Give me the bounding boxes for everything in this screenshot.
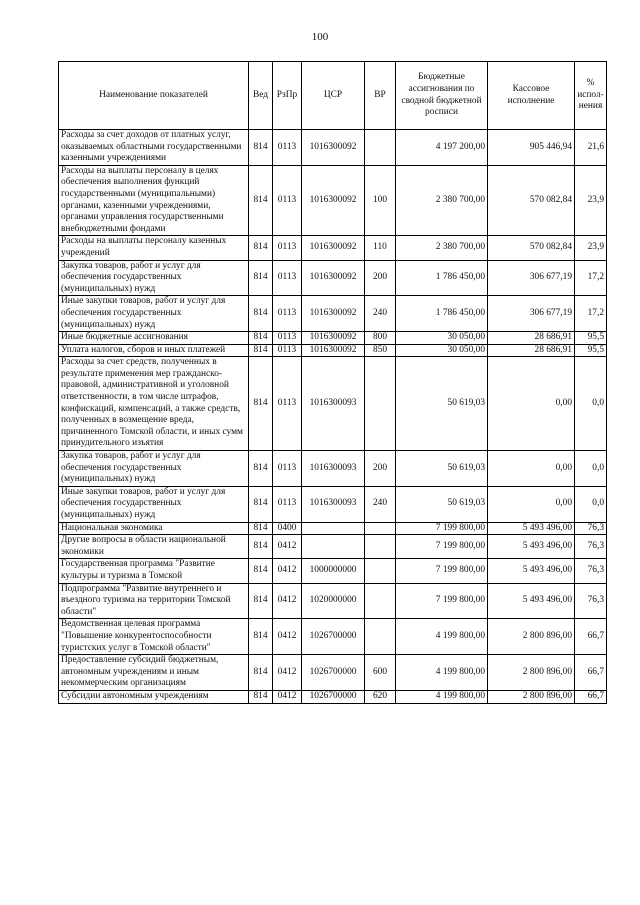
row-csr: 1016300092 (302, 332, 365, 345)
table-row (59, 486, 607, 522)
row-vr: 110 (365, 236, 396, 260)
row-budget: 4 197 200,00 (396, 130, 488, 166)
row-vr: 600 (365, 655, 396, 691)
row-ved: 814 (249, 655, 273, 691)
table-row (59, 522, 607, 535)
header-vr: ВР (365, 62, 396, 130)
row-cash: 905 446,94 (488, 130, 575, 166)
table-row (59, 236, 607, 260)
row-budget: 30 050,00 (396, 344, 488, 357)
row-csr: 1016300092 (302, 296, 365, 332)
row-rzpr: 0412 (273, 690, 302, 703)
row-rzpr: 0412 (273, 583, 302, 619)
row-rzpr: 0113 (273, 260, 302, 296)
table-row (59, 451, 607, 487)
row-csr: 1016300093 (302, 451, 365, 487)
row-vr (365, 357, 396, 451)
row-vr: 850 (365, 344, 396, 357)
row-ved: 814 (249, 583, 273, 619)
row-cash: 28 686,91 (488, 344, 575, 357)
row-ved: 814 (249, 260, 273, 296)
row-ved: 814 (249, 559, 273, 583)
row-name: Государственная программа "Развитие культуры и туризма в Томской (59, 559, 249, 583)
row-rzpr: 0113 (273, 296, 302, 332)
row-pct: 66,7 (575, 655, 607, 691)
row-cash: 5 493 496,00 (488, 535, 575, 559)
row-cash: 0,00 (488, 357, 575, 451)
table-row (59, 130, 607, 166)
page-number: 100 (311, 31, 329, 43)
row-pct: 95,5 (575, 332, 607, 345)
row-ved: 814 (249, 451, 273, 487)
row-vr: 200 (365, 451, 396, 487)
row-rzpr: 0113 (273, 165, 302, 236)
row-vr: 240 (365, 486, 396, 522)
row-vr: 200 (365, 260, 396, 296)
row-pct: 0,0 (575, 486, 607, 522)
row-vr (365, 522, 396, 535)
row-csr: 1016300092 (302, 260, 365, 296)
row-ved: 814 (249, 357, 273, 451)
row-vr (365, 130, 396, 166)
table-row (59, 583, 607, 619)
table-row (59, 296, 607, 332)
table-row (59, 655, 607, 691)
row-csr: 1016300092 (302, 130, 365, 166)
row-pct: 66,7 (575, 690, 607, 703)
row-rzpr: 0400 (273, 522, 302, 535)
row-pct: 95,5 (575, 344, 607, 357)
row-csr (302, 535, 365, 559)
row-ved: 814 (249, 165, 273, 236)
row-csr: 1016300092 (302, 165, 365, 236)
row-name: Ведомственная целевая программа "Повышение конкурентоспособности туристских услуг в Томской области" (59, 619, 249, 655)
row-pct: 0,0 (575, 451, 607, 487)
header-pct: % испол-нения (575, 62, 607, 130)
row-cash: 2 800 896,00 (488, 690, 575, 703)
row-budget: 2 380 700,00 (396, 236, 488, 260)
header-name: Наименование показателей (59, 62, 249, 130)
row-ved: 814 (249, 236, 273, 260)
table-row (59, 559, 607, 583)
row-name: Расходы на выплаты персоналу казенных учреждений (59, 236, 249, 260)
row-cash: 570 082,84 (488, 236, 575, 260)
row-rzpr: 0412 (273, 535, 302, 559)
table-header-row (59, 62, 607, 130)
row-name: Субсидии автономным учреждениям (59, 690, 249, 703)
row-budget: 4 199 800,00 (396, 690, 488, 703)
row-name: Иные бюджетные ассигнования (59, 332, 249, 345)
row-cash: 0,00 (488, 486, 575, 522)
row-cash: 306 677,19 (488, 296, 575, 332)
header-ved: Вед (249, 62, 273, 130)
row-cash: 306 677,19 (488, 260, 575, 296)
row-vr: 800 (365, 332, 396, 345)
row-name: Расходы за счет доходов от платных услуг, оказываемых областными государственными казенными учреждениями (59, 130, 249, 166)
table-row (59, 357, 607, 451)
row-budget: 7 199 800,00 (396, 583, 488, 619)
row-csr (302, 522, 365, 535)
row-pct: 17,2 (575, 296, 607, 332)
row-pct: 23,9 (575, 165, 607, 236)
row-cash: 5 493 496,00 (488, 522, 575, 535)
row-name: Расходы за счет средств, полученных в результате применения мер гражданско-правовой, административной и уголовной ответственности, в том числе штрафов, конфискаций, компенсаций, а также средств, полученных в возмещение вреда, причиненного Томской области, и иных сумм принудительного изъятия (59, 357, 249, 451)
row-ved: 814 (249, 535, 273, 559)
table-body (59, 130, 607, 704)
row-ved: 814 (249, 522, 273, 535)
row-budget: 1 786 450,00 (396, 260, 488, 296)
row-pct: 17,2 (575, 260, 607, 296)
row-rzpr: 0113 (273, 332, 302, 345)
table-row (59, 344, 607, 357)
row-budget: 2 380 700,00 (396, 165, 488, 236)
row-budget: 4 199 800,00 (396, 655, 488, 691)
table-row (59, 619, 607, 655)
row-pct: 21,6 (575, 130, 607, 166)
row-name: Подпрограмма "Развитие внутреннего и въездного туризма на территории Томской области" (59, 583, 249, 619)
table-row (59, 690, 607, 703)
row-pct: 76,3 (575, 559, 607, 583)
row-budget: 4 199 800,00 (396, 619, 488, 655)
row-vr (365, 583, 396, 619)
row-rzpr: 0113 (273, 236, 302, 260)
row-name: Закупка товаров, работ и услуг для обеспечения государственных (муниципальных) нужд (59, 451, 249, 487)
row-vr: 240 (365, 296, 396, 332)
header-csr: ЦСР (302, 62, 365, 130)
row-csr: 1026700000 (302, 619, 365, 655)
row-vr: 620 (365, 690, 396, 703)
table-row (59, 260, 607, 296)
row-budget: 30 050,00 (396, 332, 488, 345)
budget-execution-table (58, 61, 607, 704)
row-csr: 1016300092 (302, 344, 365, 357)
row-csr: 1016300092 (302, 236, 365, 260)
row-ved: 814 (249, 690, 273, 703)
row-name: Национальная экономика (59, 522, 249, 535)
row-pct: 23,9 (575, 236, 607, 260)
row-name: Иные закупки товаров, работ и услуг для обеспечения государственных (муниципальных) нужд (59, 486, 249, 522)
row-ved: 814 (249, 130, 273, 166)
row-vr (365, 559, 396, 583)
row-rzpr: 0113 (273, 130, 302, 166)
header-budget: Бюджетные ассигнования по сводной бюджетной росписи (396, 62, 488, 130)
row-name: Расходы на выплаты персоналу в целях обеспечения выполнения функций государственными (муниципальными) органами, казенными учреждениями, органами управления государственными внебюджетными фондами (59, 165, 249, 236)
row-vr (365, 535, 396, 559)
row-cash: 5 493 496,00 (488, 583, 575, 619)
row-ved: 814 (249, 332, 273, 345)
row-vr (365, 619, 396, 655)
row-rzpr: 0412 (273, 655, 302, 691)
row-rzpr: 0113 (273, 357, 302, 451)
row-ved: 814 (249, 296, 273, 332)
row-pct: 76,3 (575, 583, 607, 619)
row-rzpr: 0113 (273, 344, 302, 357)
row-csr: 1020000000 (302, 583, 365, 619)
row-rzpr: 0113 (273, 451, 302, 487)
row-budget: 7 199 800,00 (396, 522, 488, 535)
row-name: Иные закупки товаров, работ и услуг для обеспечения государственных (муниципальных) нужд (59, 296, 249, 332)
row-vr: 100 (365, 165, 396, 236)
row-cash: 2 800 896,00 (488, 655, 575, 691)
row-pct: 76,3 (575, 535, 607, 559)
row-pct: 76,3 (575, 522, 607, 535)
row-cash: 0,00 (488, 451, 575, 487)
row-cash: 28 686,91 (488, 332, 575, 345)
header-cash: Кассовое исполнение (488, 62, 575, 130)
row-csr: 1000000000 (302, 559, 365, 583)
row-name: Другие вопросы в области национальной экономики (59, 535, 249, 559)
row-csr: 1016300093 (302, 357, 365, 451)
row-rzpr: 0412 (273, 559, 302, 583)
table-row (59, 535, 607, 559)
row-name: Предоставление субсидий бюджетным, автономным учреждениям и иным некоммерческим организациям (59, 655, 249, 691)
row-ved: 814 (249, 619, 273, 655)
table-row (59, 332, 607, 345)
row-pct: 0,0 (575, 357, 607, 451)
row-name: Уплата налогов, сборов и иных платежей (59, 344, 249, 357)
row-cash: 5 493 496,00 (488, 559, 575, 583)
row-budget: 50 619,03 (396, 451, 488, 487)
row-budget: 1 786 450,00 (396, 296, 488, 332)
row-budget: 7 199 800,00 (396, 559, 488, 583)
table-row (59, 165, 607, 236)
row-csr: 1026700000 (302, 690, 365, 703)
row-csr: 1026700000 (302, 655, 365, 691)
row-rzpr: 0113 (273, 486, 302, 522)
row-budget: 50 619,03 (396, 486, 488, 522)
row-ved: 814 (249, 344, 273, 357)
row-cash: 2 800 896,00 (488, 619, 575, 655)
row-budget: 7 199 800,00 (396, 535, 488, 559)
row-ved: 814 (249, 486, 273, 522)
row-csr: 1016300093 (302, 486, 365, 522)
row-cash: 570 082,84 (488, 165, 575, 236)
header-rzpr: РзПр (273, 62, 302, 130)
row-name: Закупка товаров, работ и услуг для обеспечения государственных (муниципальных) нужд (59, 260, 249, 296)
row-pct: 66,7 (575, 619, 607, 655)
row-budget: 50 619,03 (396, 357, 488, 451)
row-rzpr: 0412 (273, 619, 302, 655)
